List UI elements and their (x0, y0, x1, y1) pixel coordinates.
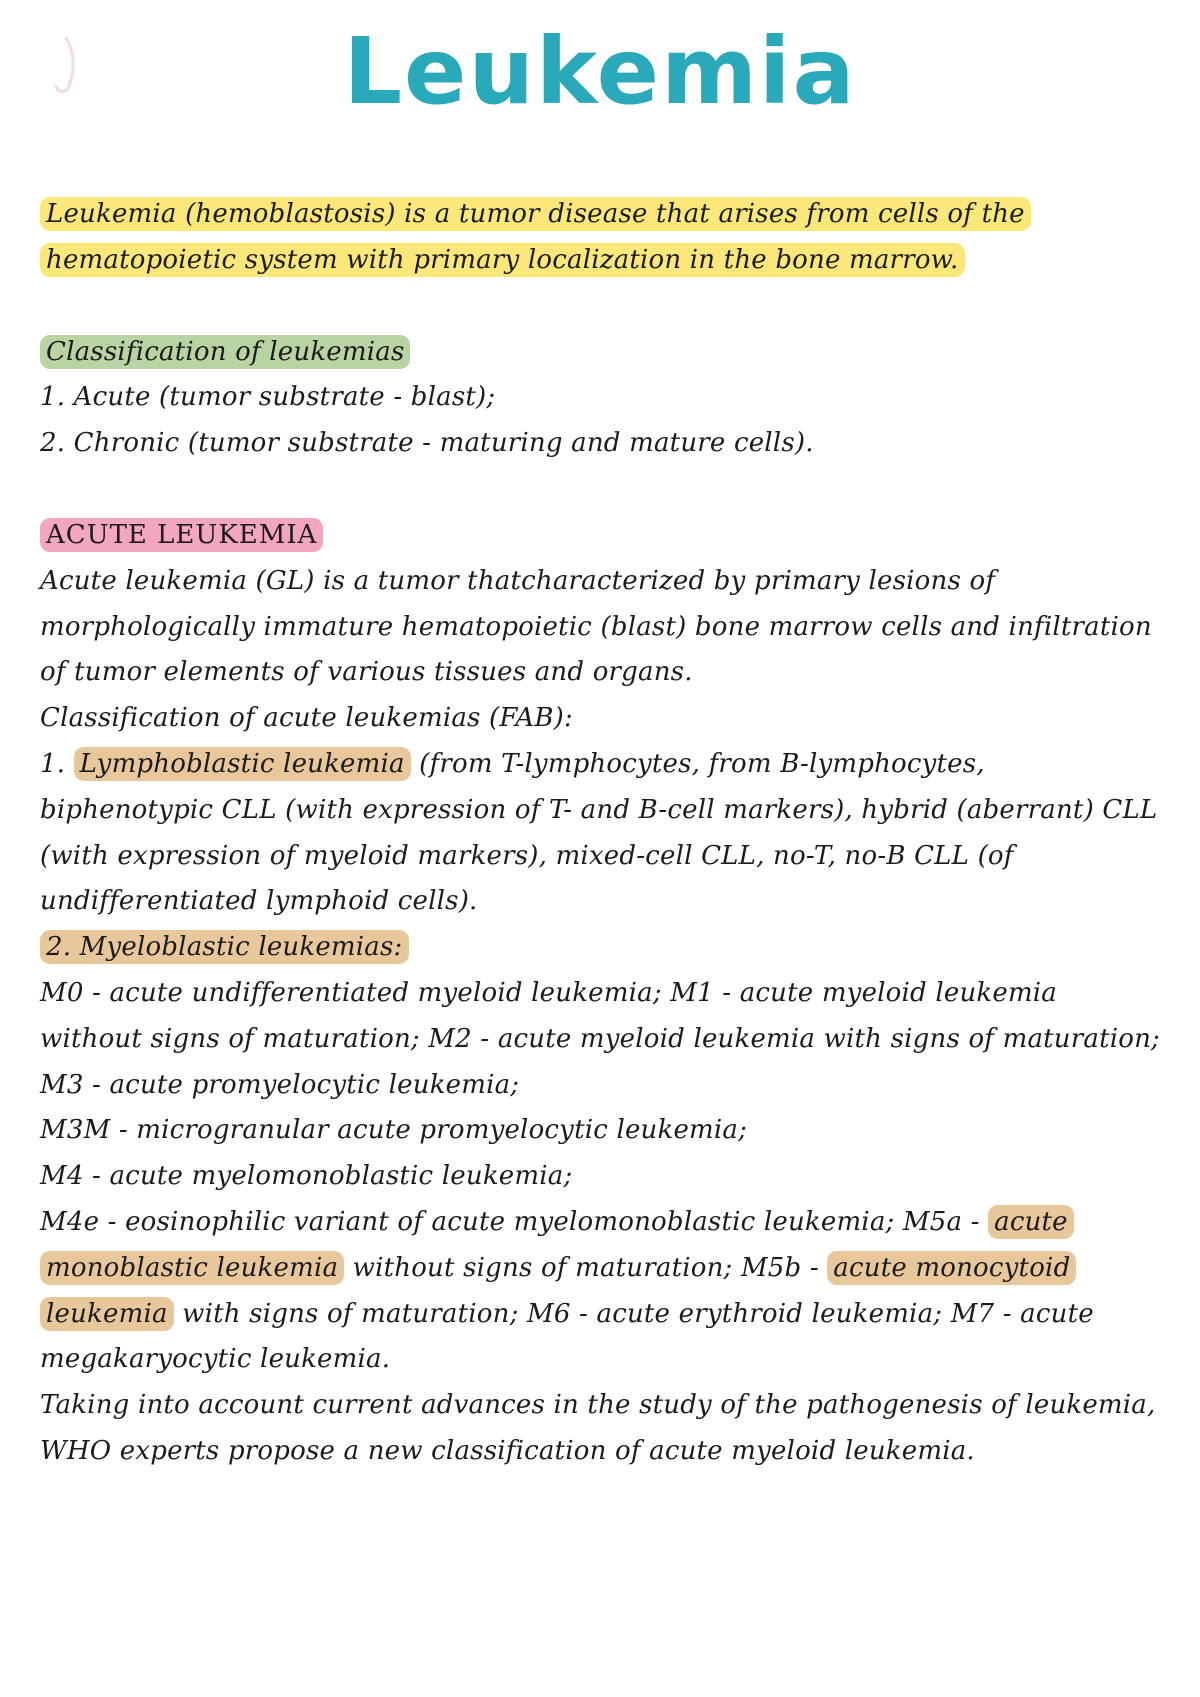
page-title: Leukemia (343, 18, 857, 125)
m6-m7-text: with signs of maturation; M6 - acute erythroid leukemia; M7 - acute megakaryocytic leukemia. (40, 1298, 1094, 1375)
classification-heading: Classification of leukemias (40, 335, 410, 369)
m5b-text: without signs of maturation; M5b - (344, 1252, 828, 1283)
lymphoblastic-description: (from T-lymphocytes, from B-lymphocytes, biphenotypic CLL (with expression of T- and B-cell markers), hybrid (aberrant) CLL (with expression of myeloid markers), mixed-cell CLL, no-T, no-B CLL (of undifferentiated lymphoid cells). (40, 748, 1158, 917)
classification-item-acute: 1. Acute (tumor substrate - blast); (40, 382, 496, 413)
who-note: Taking into account current advances in the study of the pathogenesis of leukemia, WHO experts propose a new classification of acute myeloid leukemia. (40, 1390, 1156, 1466)
m4e-text: M4e - eosinophilic variant of acute myelomonoblastic leukemia; M5a - (40, 1206, 989, 1237)
intro-highlight: Leukemia (hemoblastosis) is a tumor disease that arises from cells of the hematopoietic system with primary localization in the bone marrow. (40, 197, 1031, 277)
myeloid-subtypes-m0-m3: M0 - acute undifferentiated myeloid leukemia; M1 - acute myeloid leukemia without signs of maturation; M2 - acute myeloid leukemia with signs of maturation; M3 - acute promyelocytic leukemia; (40, 977, 1160, 1100)
spacer (40, 467, 1165, 513)
note-body (40, 192, 1165, 1475)
myeloblastic-heading-line (40, 925, 1165, 971)
myeloblastic-heading: 2. Myeloblastic leukemias: (40, 930, 409, 964)
myeloid-subtype-m3m: M3M - microgranular acute promyelocytic leukemia; (40, 1115, 748, 1146)
acute-definition: Acute leukemia (GL) is a tumor thatcharacterized by primary lesions of morphologically immature hematopoietic (blast) bone marrow cells and infiltration of tumor elements of various tissues and organs. (40, 565, 1152, 688)
lymphoblastic-number: 1. (40, 748, 74, 779)
classification-item-chronic: 2. Chronic (tumor substrate - maturing and mature cells). (40, 428, 814, 459)
myeloid-subtypes-m4e-m7 (40, 1200, 1165, 1383)
acute-heading-line (40, 513, 1165, 559)
monocytoid-highlight: acute monocytoid leukemia (40, 1251, 1076, 1331)
intro-paragraph (40, 192, 1165, 284)
myeloid-subtype-m4: M4 - acute myelomonoblastic leukemia; (40, 1161, 573, 1192)
classification-heading-line (40, 330, 1165, 376)
acute-leukemia-heading: ACUTE LEUKEMIA (40, 518, 323, 552)
lymphoblastic-highlight: Lymphoblastic leukemia (74, 747, 411, 781)
monoblastic-highlight: acute monoblastic leukemia (40, 1205, 1074, 1285)
spacer (40, 284, 1165, 330)
lymphoblastic-paragraph (40, 742, 1165, 925)
fab-classification-heading: Classification of acute leukemias (FAB): (40, 703, 573, 734)
